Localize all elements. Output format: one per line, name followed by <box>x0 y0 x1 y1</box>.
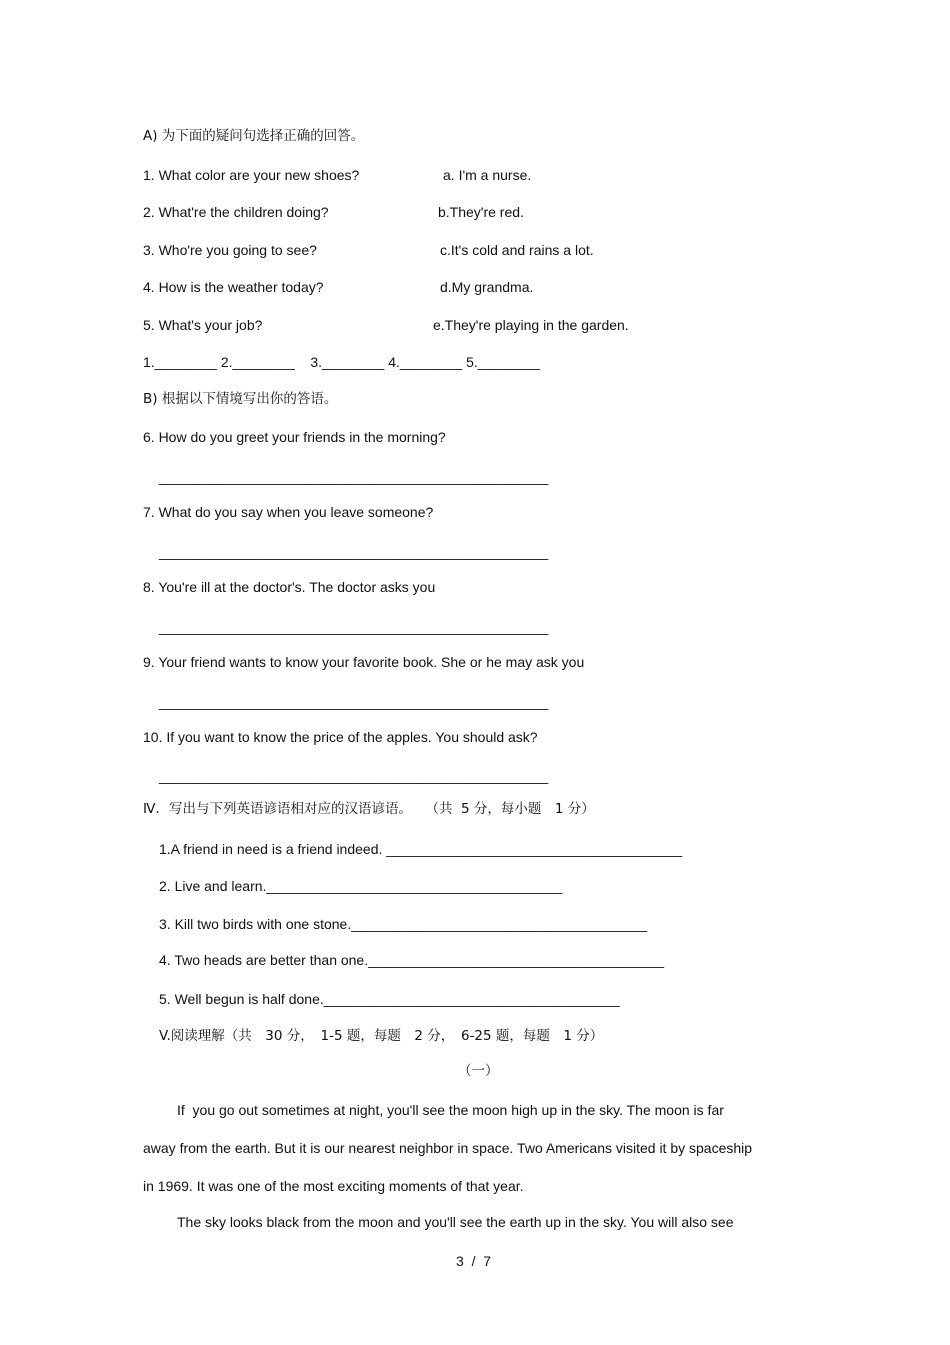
answer-a: a. I'm a nurse. <box>443 167 532 183</box>
answer-b: b.They're red. <box>438 204 524 220</box>
answer-line-8: __________________________________________________ <box>159 619 549 635</box>
answer-line-9: __________________________________________________ <box>159 694 549 710</box>
proverb-2: 2. Live and learn.______________________________________ <box>159 878 563 894</box>
question-1: 1. What color are your new shoes? <box>143 167 360 183</box>
proverb-5: 5. Well begun is half done.______________________________________ <box>159 991 620 1007</box>
answer-line-10: __________________________________________________ <box>159 768 549 784</box>
passage-line-4: The sky looks black from the moon and you'll see the earth up in the sky. You will also see <box>177 1214 734 1230</box>
question-3: 3. Who're you going to see? <box>143 242 317 258</box>
matching-answer-blanks: 1.________ 2.________ 3.________ 4.________ 5.________ <box>143 354 541 370</box>
situation-8: 8. You're ill at the doctor's. The doctor asks you <box>143 579 436 595</box>
passage-line-1: If you go out sometimes at night, you'll see the moon high up in the sky. The moon is far <box>177 1102 724 1118</box>
passage-line-3: in 1969. It was one of the most exciting moments of that year. <box>143 1178 524 1194</box>
question-4: 4. How is the weather today? <box>143 279 324 295</box>
situation-9: 9. Your friend wants to know your favorite book. She or he may ask you <box>143 654 585 670</box>
passage-line-2: away from the earth. But it is our nearest neighbor in space. Two Americans visited it by spaceship <box>143 1140 753 1156</box>
question-2: 2. What're the children doing? <box>143 204 329 220</box>
answer-c: c.It's cold and rains a lot. <box>440 242 594 258</box>
proverb-3: 3. Kill two birds with one stone.______________________________________ <box>159 916 648 932</box>
passage-label: （一） <box>458 1063 499 1079</box>
answer-d: d.My grandma. <box>440 279 534 295</box>
section-iv-heading: Ⅳ．写出与下列英语谚语相对应的汉语谚语。 （共 5 分，每小题 1 分） <box>143 801 595 817</box>
answer-e: e.They're playing in the garden. <box>433 317 629 333</box>
situation-7: 7. What do you say when you leave someone? <box>143 504 434 520</box>
question-5: 5. What's your job? <box>143 317 263 333</box>
situation-6: 6. How do you greet your friends in the morning? <box>143 429 446 445</box>
answer-line-7: __________________________________________________ <box>159 544 549 560</box>
page-number: 3 / 7 <box>456 1253 492 1269</box>
proverb-4: 4. Two heads are better than one.______________________________________ <box>159 952 664 968</box>
section-a-heading: A) 为下面的疑问句选择正确的回答。 <box>143 128 365 144</box>
answer-line-6: __________________________________________________ <box>159 469 549 485</box>
section-b-heading: B) 根据以下情境写出你的答语。 <box>143 391 338 407</box>
section-v-heading: V.阅读理解（共 30 分， 1-5 题，每题 2 分， 6-25 题，每题 1 分） <box>159 1028 604 1044</box>
situation-10: 10. If you want to know the price of the apples. You should ask? <box>143 729 538 745</box>
proverb-1: 1.A friend in need is a friend indeed. ______________________________________ <box>159 841 683 857</box>
